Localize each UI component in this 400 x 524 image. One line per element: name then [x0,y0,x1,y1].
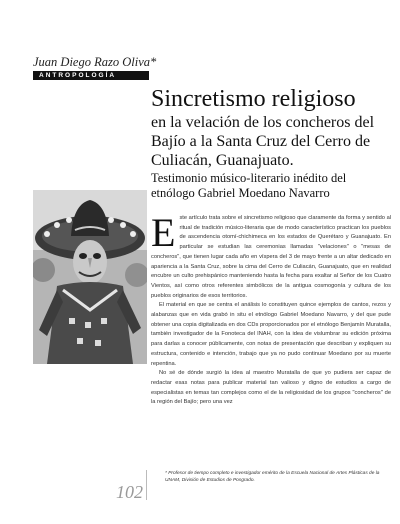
paragraph-1 [151,210,391,301]
article-body [151,210,391,408]
paragraph-3: No sé de dónde surgió la idea al maestro Muratalla de que yo pudiera ser capaz de redactar esas notas para publicar material tan valioso y digno de estudios a cargo de especialistas en temas tan complejos como el de la religiosidad de los grupos "concheros" de la región del Bajío; pero una vez [151,370,391,406]
article-subtitle: en la velación de los concheros del Bajío a la Santa Cruz del Cerro de Culiacán, Guanajuato. [151,114,375,169]
paragraph-1-text: ste artículo trata sobre el sincretismo religioso que claramente da forma y sentido al ritual de tradición músico-literaria que de modo característico practican los pueblos de ascendencia otomí-chichimeca en los estados de Querétaro y Guanajuato. En particular se estudian las ceremonias llamadas "velaciones" o "mesas de concheros", que tienen lugar cada año en víspera del 3 de mayo frente a un altar dedicado en apariencia a la Santa Cruz, sobre la cima del Cerro de Culiacán, Guanajuato, que en realidad encubre un culto prehispánico manteniendo hasta la fecha para exaltar al Señor de los Cuatro Vientos, así como otros referentes simbólicos de la antigua cosmogonía y cultura de los pueblos originarios de esos territorios. [151,215,391,299]
divider [146,470,147,500]
paragraph-2: El material en que se centra el análisis lo constituyen quince ejemplos de cantos, rezos y alabanzas que en vida grabó in situ el etnólogo Gabriel Moedano Navarro, y del que pude obtener una copia digitalizada en dos CDs proporcionados por el etnólogo Benjamín Muratalla, también investigador de la Fonoteca del INAH, con la idea de vislumbrar su edición próxima para darlas a conocer públicamente, con notas de presentación que describan y expliquen su estructura, contenido e intención, trabajo que ya no pudo continuar Moedano por su muerte repentina. [151,302,391,367]
author-name: Juan Diego Razo Oliva* [33,55,157,69]
section-label: ANTROPOLOGÍA [33,71,149,80]
article-title: Sincretismo religioso [151,86,356,112]
article-subsubtitle: Testimonio músico-literario inédito del etnólogo Gabriel Moedano Navarro [151,171,347,200]
dancer-photo [33,190,147,364]
footnote: * Profesor de tiempo completo e investigador emérito de la Escuela Nacional de Artes Plásticas de la UNAM, División de Estudios de Posgrado. [165,471,380,483]
page-number: 102 [116,482,143,502]
drop-cap: E [151,210,176,255]
